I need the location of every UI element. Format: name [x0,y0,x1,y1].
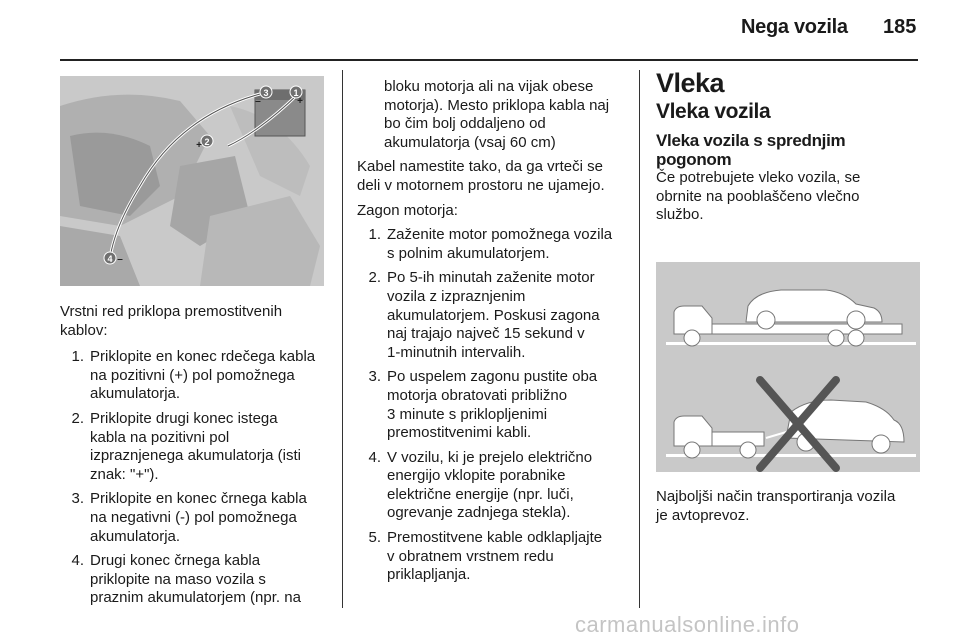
engine-bay-drawing [60,76,324,286]
towing-intro: Če potrebujete vleko vozila, se obrnite na pooblaščeno vlečno službo. [656,169,861,224]
list-item: 4. V vozilu, ki je prejelo električno energijo vklopite porabnike električne energije (npr. luči, ogrevanje zadnjega stekla). [368,448,593,522]
list-item: 2. Priklopite drugi konec istega kabla na pozitivni pol izpraznjenega akumulatorja (isti znak: "+"). [71,409,301,483]
towing-heading: Vleka [656,68,725,98]
svg-text:1: 1 [293,88,299,98]
list-item: 2. Po 5-ih minutah zaženite motor vozila z izpraznjenim akumulatorjem. Poskusi zagona naj trajajo največ 15 sekund v 1-minutnih intervalih. [368,269,600,361]
jumpstart-text [60,303,332,614]
towing-illustration [656,262,920,472]
section-title: Nega vozila [741,16,848,38]
list-item: 3. Po uspelem zagonu pustite oba motorja obratovati približno 3 minute s priklopljenimi premostitvenimi kabli. [368,368,598,442]
jumpstart-intro: Vrstni red priklopa premostitvenih kablov: [60,303,283,339]
jumpstart-illustration [60,76,324,286]
start-steps [357,226,635,585]
list-item: 4. Drugi konec črnega kabla priklopite na maso vozila s praznim akumulatorjem (npr. na [71,552,301,607]
page-number: 185 [883,16,917,38]
column-divider-1 [342,70,343,608]
towing-front-drive-heading: Vleka vozila s sprednjim pogonom [656,131,846,170]
svg-text:–: – [117,254,123,265]
svg-text:+: + [196,140,202,151]
jumpstart-text-continued [357,78,635,591]
svg-text:–: – [255,96,261,107]
column-divider-2 [639,70,640,608]
towing-text [656,68,924,225]
svg-text:4: 4 [107,254,113,264]
svg-text:2: 2 [204,137,210,147]
tow-trucks-drawing [656,262,920,472]
list-item: 3. Priklopite en konec črnega kabla na negativni (-) pol pomožnega akumulatorja. [71,490,307,545]
watermark: carmanualsonline.info [575,612,800,637]
list-item: 1. Zaženite motor pomožnega vozila s polnim akumulatorjem. [368,226,613,262]
towing-outro: Najboljši način transportiranja vozila je avtoprevoz. [656,488,896,524]
list-item: 1. Priklopite en konec rdečega kabla na pozitivni (+) pol pomožnega akumulatorja. [71,348,316,403]
list-item: 5. Premostitvene kable odklapljajte v obratnem vrstnem redu priklapljanja. [368,529,603,584]
cable-note: Kabel namestite tako, da ga vrteči se deli v motornem prostoru ne ujamejo. [357,158,605,194]
start-intro: Zagon motorja: [357,201,458,219]
header-rule [60,59,918,61]
svg-text:3: 3 [263,88,269,98]
jumpstart-steps [60,348,332,608]
step4-continuation: bloku motorja ali na vijak obese motorja). Mesto priklopa kabla naj bo čim bolj oddaljeno od akumulatorja (vsaj 60 cm) [384,78,610,151]
towing-subheading: Vleka vozila [656,99,771,123]
svg-text:+: + [297,96,303,107]
